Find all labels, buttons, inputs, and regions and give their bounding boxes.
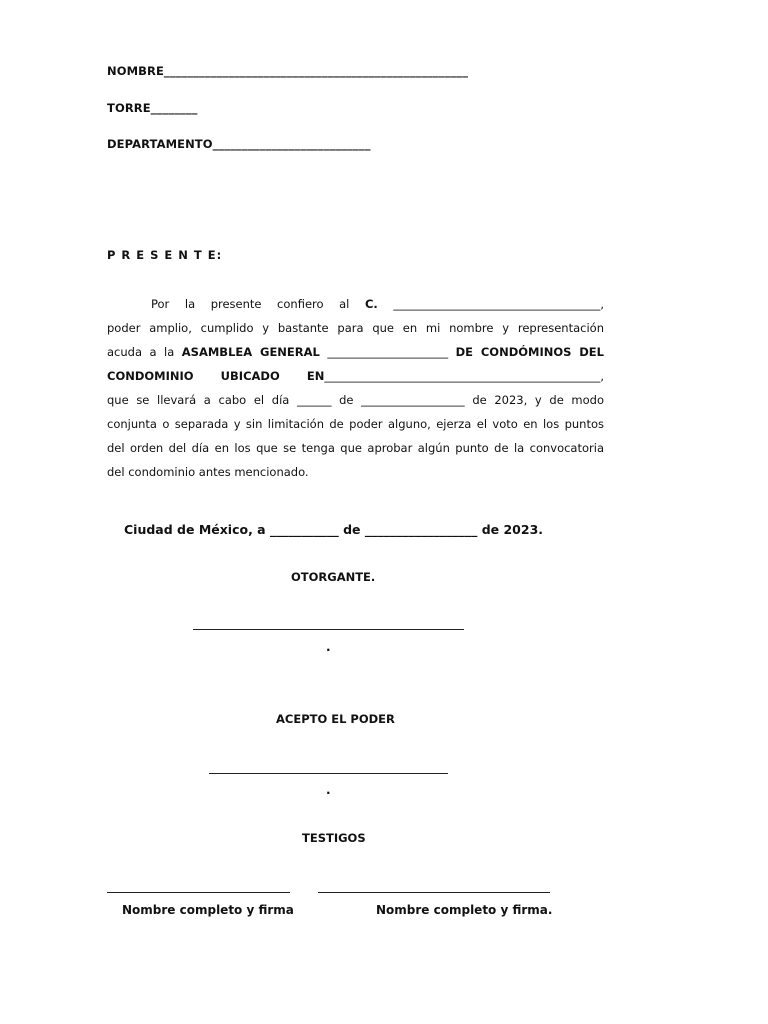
testigo-right-caption: Nombre completo y firma. [376,903,553,917]
testigo-right-signature-line [318,892,550,893]
place-date: Ciudad de México, a ___________ de __________________ de 2023. [124,522,544,537]
body-line-7: del orden del día en los que se tenga que aprobar algún punto de la convocatoria [107,441,604,455]
body-line-5: que se llevará a cabo el día ______ de __________________ de 2023, y de modo [107,393,604,407]
otorgante-signature-line [193,629,464,630]
testigo-left-signature-line [107,892,290,893]
otorgante-label: OTORGANTE. [291,570,376,584]
salutation: P R E S E N T E: [107,248,223,262]
body-text-bold: CONDOMINIO UBICADO EN [107,369,325,383]
acepto-dot: . [326,783,331,797]
body-line-2: poder amplio, cumplido y bastante para que en mi nombre y representación [107,321,604,335]
testigos-label: TESTIGOS [302,831,366,845]
body-text-bold: ASAMBLEA GENERAL [181,345,320,359]
acepto-signature-line [209,773,448,774]
departamento-field: DEPARTAMENTO___________________________ [107,137,371,151]
body-text-bold: C. [364,297,378,311]
body-line-6: conjunta o separada y sin limitación de poder alguno, ejerza el voto en los puntos [107,417,604,431]
body-text: ____________________________________, [377,297,605,311]
body-line-4 [107,364,604,388]
body-line-3 [107,340,604,364]
body-text: ________________________________________________, [324,369,604,383]
testigo-left-caption: Nombre completo y firma [122,903,294,917]
body-text: acuda a la [107,345,182,359]
body-line-1 [107,292,604,316]
nombre-field: NOMBRE____________________________________________________ [107,64,469,78]
acepto-label: ACEPTO EL PODER [276,712,395,726]
torre-field: TORRE________ [107,101,198,115]
body-text-bold: DE CONDÓMINOS DEL [455,345,604,359]
body-text: Por la presente confiero al [151,297,365,311]
body-line-8: del condominio antes mencionado. [107,465,309,479]
body-paragraph [107,292,604,484]
otorgante-dot: . [326,640,331,654]
body-text: _____________________ [319,345,456,359]
